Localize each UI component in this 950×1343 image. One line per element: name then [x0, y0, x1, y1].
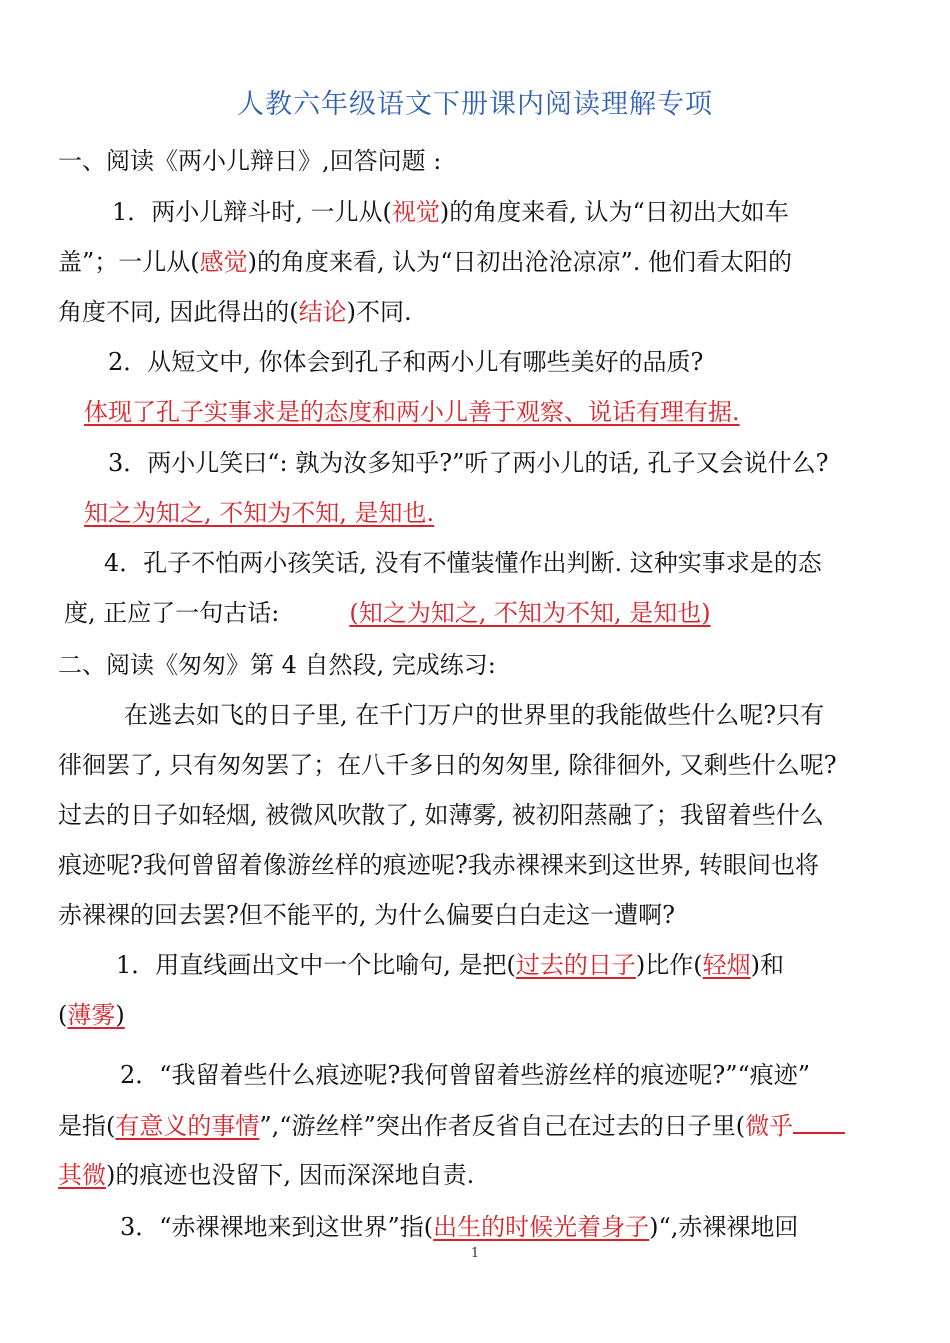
section-2-heading: 二、阅读《匆匆》第 4 自然段, 完成练习: [58, 651, 496, 679]
s1-q1-text-a: 1．两小儿辩斗时, 一儿从( [112, 198, 392, 226]
s2-q1-answer-1: 过去的日子 [515, 951, 636, 979]
s2-q1-line1 [116, 950, 784, 980]
s1-q1-answer-2: 感觉 [199, 248, 248, 276]
s2-q1-text-c: )和 [750, 951, 784, 979]
passage-line: 徘徊罢了, 只有匆匆罢了；在八千多日的匆匆里, 除徘徊外, 又剩些什么呢? [58, 751, 837, 779]
s2-q2-text-c: )的痕迹也没留下, 因而深深地自责. [106, 1161, 475, 1189]
s1-q1-line1 [112, 197, 789, 227]
passage-line: 过去的日子如轻烟, 被微风吹散了, 如薄雾, 被初阳蒸融了；我留着些什么 [58, 801, 824, 829]
s1-q1-text-e: 角度不同, 因此得出的( [58, 298, 299, 326]
s1-q1-text-d: )的角度来看, 认为“日初出沧沧凉凉”. 他们看太阳的 [247, 248, 793, 276]
s2-q1-text-a: 1．用直线画出文中一个比喻句, 是把( [116, 951, 516, 979]
s1-q2-answer: 体现了孔子实事求是的态度和两小儿善于观察、说话有理有据. [84, 398, 740, 426]
s1-q4-text: 度, 正应了一句古话: [64, 599, 280, 627]
s1-q1-text-b: )的角度来看, 认为“日初出大如车 [439, 198, 789, 226]
passage-line: 痕迹呢?我何曾留着像游丝样的痕迹呢?我赤裸裸来到这世界, 转眼间也将 [58, 851, 819, 879]
s2-q2-text-b: ”,“游丝样”突出作者反省自己在过去的日子里( [259, 1112, 746, 1140]
s2-q2-answer-1: 有意义的事情 [115, 1112, 260, 1140]
s2-q1-answer-2: 轻烟 [702, 951, 751, 979]
s1-q4-line1: 4．孔子不怕两小孩笑话, 没有不懂装懂作出判断. 这种实事求是的态 [104, 549, 822, 577]
s1-q1-answer-3: 结论 [298, 298, 347, 326]
passage-line: 赤裸裸的回去罢?但不能平的, 为什么偏要白白走这一遭啊? [58, 901, 675, 929]
s1-q1-line2 [58, 247, 792, 277]
s1-q3-text: 3．两小儿笑曰“: 孰为汝多知乎?”听了两小儿的话, 孔子又会说什么? [108, 449, 829, 477]
s1-q1-text-c: 盖”；一儿从( [58, 248, 200, 276]
document-title: 人教六年级语文下册课内阅读理解专项 [237, 89, 713, 120]
passage-line: 在逃去如飞的日子里, 在千门万户的世界里的我能做些什么呢?只有 [124, 701, 825, 729]
s2-q2-answer-2b: 其微 [58, 1161, 106, 1189]
answer-blank [793, 1110, 845, 1134]
s2-q1-line2 [58, 1000, 125, 1030]
s1-q2-text: 2．从短文中, 你体会到孔子和两小儿有哪些美好的品质? [108, 348, 704, 376]
s2-q2-text-a: 是指( [58, 1112, 116, 1140]
s2-q1-text-e: ) [115, 1001, 125, 1029]
s2-q3-line1 [120, 1212, 798, 1242]
s2-q3-text-a: 3．“赤裸裸地来到这世界”指( [120, 1213, 434, 1241]
s2-q2-answer-2: 微乎 [745, 1112, 794, 1140]
s2-q2-line3 [58, 1160, 474, 1190]
s1-q4-answer: (知之为知之, 不知为不知, 是知也) [349, 599, 711, 627]
s2-q2-line2 [58, 1110, 845, 1141]
page-number: 1 [470, 1246, 480, 1261]
s1-q1-line3 [58, 297, 412, 327]
s1-q1-text-f: )不同. [346, 298, 412, 326]
s1-q1-answer-1: 视觉 [391, 198, 440, 226]
section-1-heading: 一、阅读《两小儿辩日》,回答问题 : [58, 147, 442, 175]
s2-q3-answer-1: 出生的时候光着身子 [433, 1213, 650, 1241]
s2-q2-line1: 2．“我留着些什么痕迹呢?我何曾留着些游丝样的痕迹呢?”“痕迹” [120, 1061, 811, 1089]
s2-q1-text-d: ( [58, 1001, 68, 1029]
s2-q1-text-b: )比作( [635, 951, 703, 979]
s2-q1-answer-3: 薄雾 [67, 1001, 116, 1029]
s1-q3-answer: 知之为知之, 不知为不知, 是知也. [84, 499, 435, 527]
s1-q4-line2 [64, 598, 711, 628]
s2-q3-text-b: )“,赤裸裸地回 [649, 1213, 799, 1241]
